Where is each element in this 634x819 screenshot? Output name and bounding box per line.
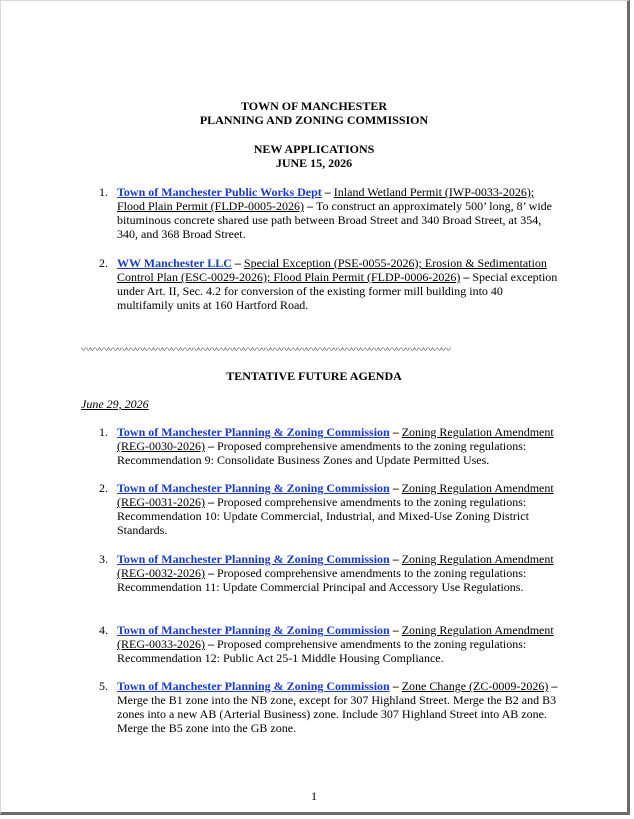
- description-text: Proposed comprehensive amendments to the zoning regulations: Recommendation 11: Update Commercial Principal and Accessory Use Regulations.: [117, 566, 527, 594]
- applicant-link[interactable]: Town of Manchester Planning & Zoning Commission: [117, 552, 390, 566]
- description-text: Proposed comprehensive amendments to the zoning regulations: Recommendation 12: Public Act 25-1 Middle Housing Compliance.: [117, 637, 527, 665]
- item-number: 5.: [99, 679, 108, 693]
- description-text: Proposed comprehensive amendments to the zoning regulations: Recommendation 9: Consolidate Business Zones and Update Permitted Uses.: [117, 439, 527, 467]
- separator: –: [204, 439, 217, 453]
- permits-text: Zone Change (ZC-0009-2026): [401, 679, 549, 693]
- item-number: 1.: [99, 185, 108, 199]
- future-agenda-title: TENTATIVE FUTURE AGENDA: [226, 369, 402, 383]
- item-number: 4.: [99, 623, 108, 637]
- applicant-link[interactable]: Town of Manchester Public Works Dept: [117, 185, 322, 199]
- separator: –: [231, 256, 244, 270]
- applicant-link[interactable]: WW Manchester LLC: [117, 256, 232, 270]
- page-number: 1: [311, 789, 317, 803]
- separator: –: [389, 481, 402, 495]
- list-item: [99, 425, 559, 467]
- permits-text: Zoning Regulation Amendment (REG-0030-2026): [117, 425, 554, 453]
- permits-text: Zoning Regulation Amendment (REG-0032-2026): [117, 552, 554, 580]
- list-item: [99, 623, 559, 665]
- item-number: 2.: [99, 256, 108, 270]
- future-agenda-date: June 29, 2026: [81, 397, 149, 411]
- header-new-applications: NEW APPLICATIONS: [253, 142, 375, 156]
- separator: –: [204, 566, 217, 580]
- applicant-link[interactable]: Town of Manchester Planning & Zoning Commission: [117, 679, 390, 693]
- separator: –: [389, 552, 402, 566]
- description-text: Merge the B1 zone into the NB zone, except for 307 Highland Street. Merge the B2 and B3 zones into a new AB (Arterial Business) zone. Include 307 Highland Street into AB zone. Merge the B5 zone into the GB zone.: [117, 693, 557, 735]
- description-text: Special exception under Art. II, Sec. 4.2 for conversion of the existing former mill building into 40 multifamily units at 160 Hartford Road.: [117, 270, 558, 312]
- permits-text: Inland Wetland Permit (IWP-0033-2026); Flood Plain Permit (FLDP-0005-2026): [117, 185, 535, 213]
- header-commission: PLANNING AND ZONING COMMISSION: [199, 113, 429, 127]
- permits-text: Zoning Regulation Amendment (REG-0033-2026): [117, 623, 554, 651]
- header-town: TOWN OF MANCHESTER: [240, 99, 387, 113]
- list-item: [99, 679, 559, 735]
- separator: –: [321, 185, 334, 199]
- separator: –: [389, 425, 402, 439]
- separator: –: [204, 495, 217, 509]
- list-item: [99, 481, 559, 537]
- permits-text: Zoning Regulation Amendment (REG-0031-2026): [117, 481, 554, 509]
- list-item: [99, 185, 559, 241]
- document-header: [1, 99, 627, 127]
- item-number: 2.: [99, 481, 108, 495]
- separator: –: [389, 623, 402, 637]
- header-date: JUNE 15, 2026: [275, 156, 353, 170]
- list-item: [99, 552, 559, 594]
- new-applications-header: [1, 142, 627, 170]
- description-text: Proposed comprehensive amendments to the zoning regulations: Recommendation 10: Update Commercial, Industrial, and Mixed-Use Zoning District Standards.: [117, 495, 529, 537]
- applicant-link[interactable]: Town of Manchester Planning & Zoning Commission: [117, 481, 390, 495]
- wave-divider: 〰〰〰〰〰〰〰〰〰〰〰〰〰〰〰〰〰〰〰〰〰〰〰〰〰〰〰〰〰〰〰〰〰〰〰〰〰〰〰〰〰: [81, 345, 450, 356]
- applicant-link[interactable]: Town of Manchester Planning & Zoning Commission: [117, 425, 390, 439]
- list-item: [99, 256, 559, 312]
- permits-text: Special Exception (PSE-0055-2026); Erosion & Sedimentation Control Plan (ESC-0029-2026); Flood Plain Permit (FLDP-0006-2026): [117, 256, 547, 284]
- separator: –: [304, 199, 317, 213]
- separator: –: [460, 270, 473, 284]
- item-number: 3.: [99, 552, 108, 566]
- separator: –: [204, 637, 217, 651]
- item-number: 1.: [99, 425, 108, 439]
- separator: –: [389, 679, 402, 693]
- applicant-link[interactable]: Town of Manchester Planning & Zoning Commission: [117, 623, 390, 637]
- description-text: To construct an approximately 500’ long, 8’ wide bituminous concrete shared use path between Broad Street and 340 Broad Street, at 354, 340, and 368 Broad Street.: [117, 199, 553, 241]
- separator: –: [548, 679, 558, 693]
